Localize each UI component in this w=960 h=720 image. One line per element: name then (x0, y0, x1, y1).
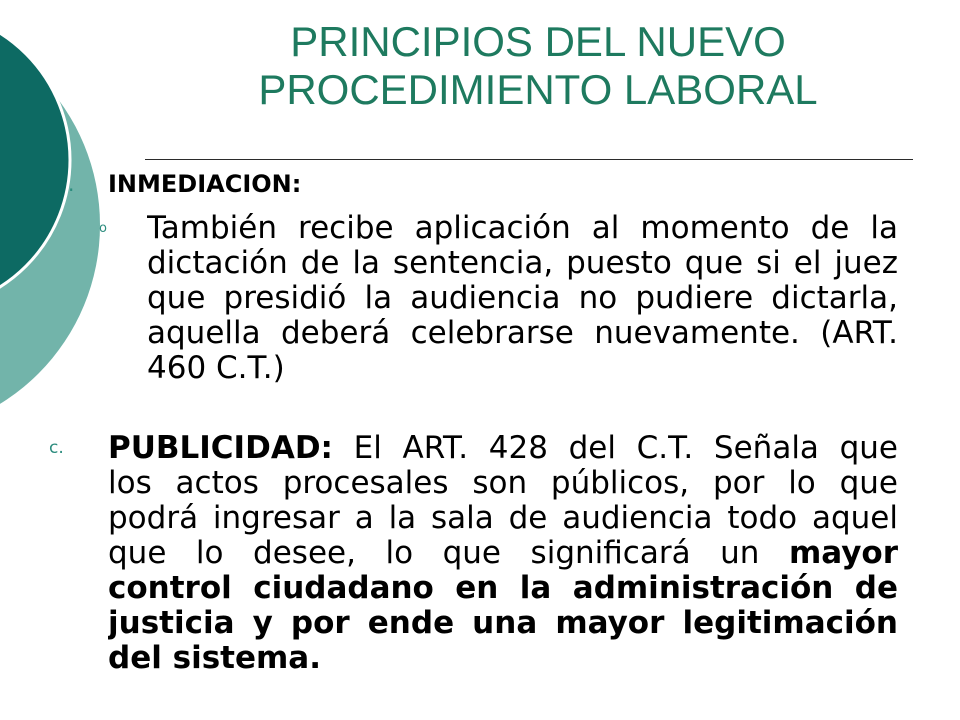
body-text: El ART. 428 del C.T. Señala que (332, 431, 898, 466)
paragraph-line: dictación de la sentencia, puesto que si el juez (147, 246, 898, 281)
item-heading: PUBLICIDAD: (108, 431, 333, 466)
title-divider (145, 159, 913, 160)
paragraph-line: aquella deberá celebrarse nuevamente. (ART. (147, 316, 898, 351)
paragraph-line (108, 606, 898, 641)
body-text: los actos procesales son públicos, por lo que (108, 466, 898, 501)
body-text: que lo desee, lo que significará un (108, 536, 789, 571)
list-marker: c. (49, 438, 64, 458)
sub-bullet-marker: o (99, 221, 107, 236)
paragraph-line: 460 C.T.) (147, 351, 285, 386)
item-paragraph (108, 431, 898, 676)
paragraph-line (108, 431, 898, 466)
paragraph-line (108, 536, 898, 571)
bold-text: control ciudadano en la administración de (108, 571, 898, 606)
paragraph-line (108, 501, 898, 536)
title-line: PROCEDIMIENTO LABORAL (258, 66, 818, 113)
list-marker: . (68, 172, 75, 196)
bold-text: del sistema. (108, 641, 322, 676)
paragraph-line (108, 641, 898, 676)
paragraph-line (108, 571, 898, 606)
decorative-circles (0, 0, 110, 420)
item-paragraph (147, 211, 898, 386)
paragraph-line (108, 466, 898, 501)
title-line: PRINCIPIOS DEL NUEVO (290, 18, 786, 65)
bold-text: justicia y por ende una mayor legitimación (108, 606, 898, 641)
item-heading: INMEDIACION: (108, 170, 302, 198)
body-text: podrá ingresar a la sala de audiencia todo aquel (108, 501, 898, 536)
paragraph-line: que presidió la audiencia no pudiere dictarla, (147, 281, 898, 316)
slide-title (145, 18, 931, 114)
bold-text: mayor (788, 536, 898, 571)
paragraph-line: También recibe aplicación al momento de la (147, 211, 898, 246)
